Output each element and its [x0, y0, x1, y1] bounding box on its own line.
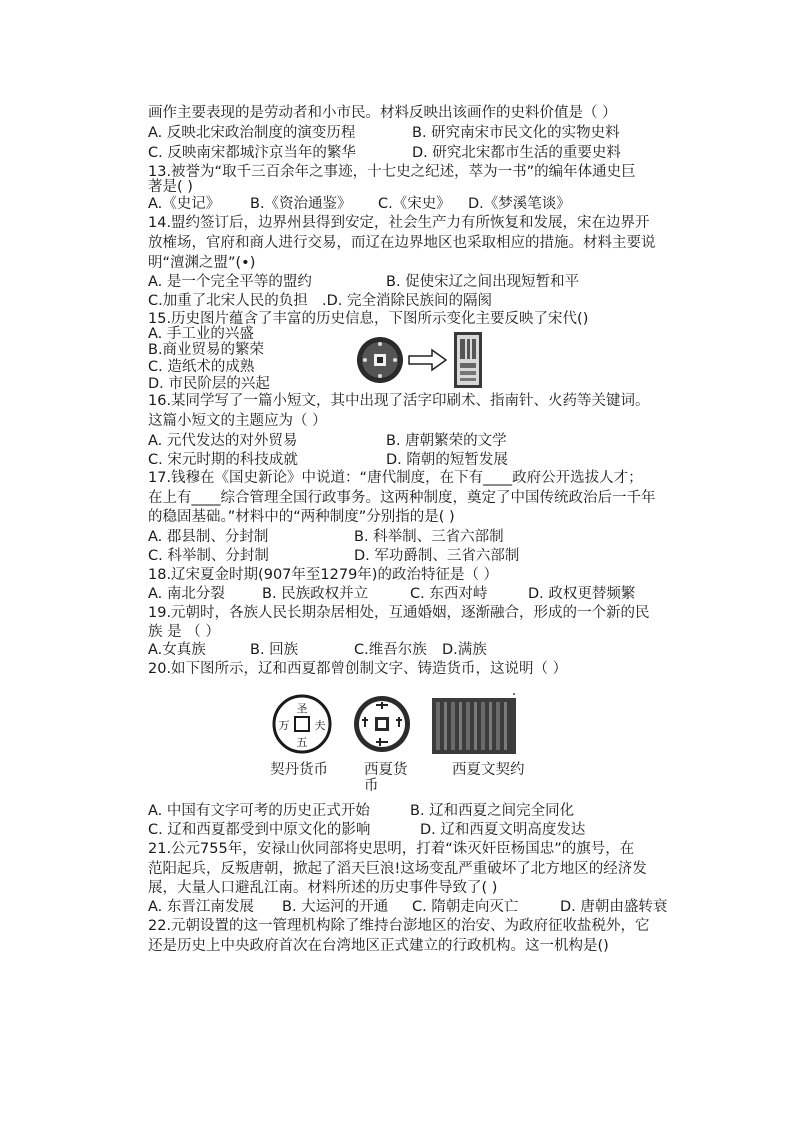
- q18-option-c: C. 东西对峙: [410, 586, 488, 602]
- q15-stem: 15.历史图片蕴含了丰富的历史信息，下图所示变化主要反映了宋代(): [148, 311, 589, 327]
- coin-character: 夫: [314, 719, 326, 732]
- q14-option-d: .D. 完全消除民族间的隔阂: [322, 293, 492, 309]
- q15-option-c: C. 造纸术的成熟: [148, 359, 255, 375]
- q20-option-c: C. 辽和西夏都受到中原文化的影响: [148, 822, 371, 838]
- q21-option-d: D. 唐朝由盛转衰: [560, 899, 668, 915]
- caption-xixia-coin-line1: 西夏货: [364, 762, 408, 778]
- q19-stem-line1: 19.元朝时，各族人民长期杂居相处，互通婚姻，逐渐融合，形成的一个新的民: [148, 605, 650, 621]
- q19-option-b: B. 回族: [250, 642, 299, 658]
- q13-stem-line2: 著是( ): [148, 179, 193, 195]
- q12-option-d: D. 研究北宋都市生活的重要史料: [412, 145, 621, 161]
- q19-option-a: A.女真族: [148, 642, 206, 658]
- q18-stem: 18.辽宋夏金时期(907年至1279年)的政治特征是（ ）: [148, 567, 499, 583]
- song-coin-icon: [357, 337, 403, 383]
- caption-xixia-contract: 西夏文契约: [452, 762, 525, 778]
- khitan-coin-icon: [274, 696, 330, 752]
- q17-stem-line3: 的稳固基础。”材料中的“两种制度”分别指的是( ): [148, 509, 455, 525]
- q14-stem-line3: 明“澶渊之盟”(•): [148, 255, 256, 271]
- q17-option-c: C. 科举制、分封制: [148, 548, 269, 564]
- q17-option-b: B. 科举制、三省六部制: [354, 529, 504, 545]
- q19-stem-line2: 族 是 （ ）: [148, 624, 220, 640]
- q14-stem-line1: 14.盟约签订后，边界州县得到安定，社会生产力有所恢复和发展，宋在边界开: [148, 215, 650, 231]
- q16-stem-line2: 这篇小短文的主题应为（ ）: [148, 413, 327, 429]
- q16-option-c: C. 宋元时期的科技成就: [148, 452, 298, 468]
- q21-option-b: B. 大运河的开通: [282, 899, 389, 915]
- q21-option-c: C. 隋朝走向灭亡: [412, 899, 519, 915]
- q13-option-d: D.《梦溪笔谈》: [468, 196, 571, 212]
- q22-stem-line1: 22.元朝设置的这一管理机构除了维持台澎地区的治安、为政府征收盐税外，它: [148, 918, 650, 934]
- coin-character: 五: [296, 736, 308, 749]
- caption-xixia-coin-line2: 币: [364, 778, 379, 794]
- q18-option-d: D. 政权更替频繁: [528, 586, 636, 602]
- q16-option-b: B. 唐朝繁荣的文学: [386, 433, 507, 449]
- q12-option-a: A. 反映北宋政治制度的演变历程: [148, 125, 356, 141]
- q14-option-c: C.加重了北宋人民的负担: [148, 293, 308, 309]
- q17-option-a: A. 郡县制、分封制: [148, 529, 269, 545]
- q14-option-a: A. 是一个完全平等的盟约: [148, 274, 312, 290]
- q16-option-a: A. 元代发达的对外贸易: [148, 433, 298, 449]
- q20-figure: [270, 692, 520, 758]
- q14-option-b: B. 促使宋辽之间出现短暂和平: [386, 274, 580, 290]
- q20-option-a: A. 中国有文字可考的历史正式开始: [148, 803, 370, 819]
- q16-option-d: D. 隋朝的短暂发展: [386, 452, 508, 468]
- q21-stem-line1: 21.公元755年，安禄山伙同部将史思明，打着“诛灭奸臣杨国忠”的旗号，在: [148, 841, 635, 857]
- q12-stem: 画作主要表现的是劳动者和小市民。材料反映出该画作的史料价值是（ ）: [148, 105, 617, 121]
- western-xia-contract-icon: [432, 693, 516, 754]
- q13-option-c: C.《宋史》: [378, 196, 451, 212]
- q19-option-c: C.维吾尔族: [354, 642, 427, 658]
- q15-option-b: B.商业贸易的繁荣: [148, 342, 265, 358]
- q21-stem-line2: 范阳起兵，反叛唐朝，掀起了滔天巨浪!这场变乱严重破坏了北方地区的经济发: [148, 861, 647, 877]
- q17-stem-line1: 17.钱穆在《国史新论》中说道：“唐代制度，在下有____政府公开选拔人才；: [148, 470, 643, 486]
- q19-option-d: D.满族: [442, 642, 487, 658]
- coin-character: 万: [278, 719, 290, 732]
- q20-option-b: B. 辽和西夏之间完全同化: [410, 803, 575, 819]
- q17-stem-line2: 在上有____综合管理全国行政事务。这两种制度，奠定了中国传统政治后一千年: [148, 490, 656, 506]
- q15-option-a: A. 手工业的兴盛: [148, 326, 254, 342]
- q22-stem-line2: 还是历史上中央政府首次在台湾地区正式建立的行政机构。这一机构是(): [148, 938, 609, 954]
- coin-character: 圣: [296, 702, 308, 715]
- caption-khitan-coin: 契丹货币: [270, 762, 328, 778]
- q13-option-a: A.《史记》: [148, 196, 221, 212]
- q12-option-c: C. 反映南宋都城汴京当年的繁华: [148, 145, 356, 161]
- q20-option-d: D. 辽和西夏文明高度发达: [420, 822, 586, 838]
- western-xia-coin-icon: [354, 696, 410, 752]
- q21-stem-line3: 展，大量人口避乱江南。材料所述的历史事件导致了( ): [148, 880, 498, 896]
- jiaozi-banknote-icon: [454, 332, 482, 388]
- q14-stem-line2: 放榷场，官府和商人进行交易，而辽在边界地区也采取相应的措施。材料主要说: [148, 235, 656, 251]
- q15-figure: [354, 330, 494, 390]
- q20-stem: 20.如下图所示，辽和西夏都曾创制文字、铸造货币，这说明（ ）: [148, 661, 568, 677]
- q16-stem-line1: 16.某同学写了一篇小短文，其中出现了活字印刷术、指南针、火药等关键词。: [148, 393, 650, 409]
- q18-option-a: A. 南北分裂: [148, 586, 225, 602]
- q12-option-b: B. 研究南宋市民文化的实物史料: [412, 125, 620, 141]
- arrow-right-icon: [409, 350, 446, 370]
- q13-option-b: B.《资治通鉴》: [250, 196, 352, 212]
- q18-option-b: B. 民族政权并立: [262, 586, 369, 602]
- q13-stem-line1: 13.被誉为“取千三百余年之事迹，十七史之纪述，萃为一书”的编年体通史巨: [148, 164, 636, 180]
- q21-option-a: A. 东晋江南发展: [148, 899, 254, 915]
- q15-option-d: D. 市民阶层的兴起: [148, 376, 270, 392]
- q17-option-d: D. 军功爵制、三省六部制: [354, 548, 520, 564]
